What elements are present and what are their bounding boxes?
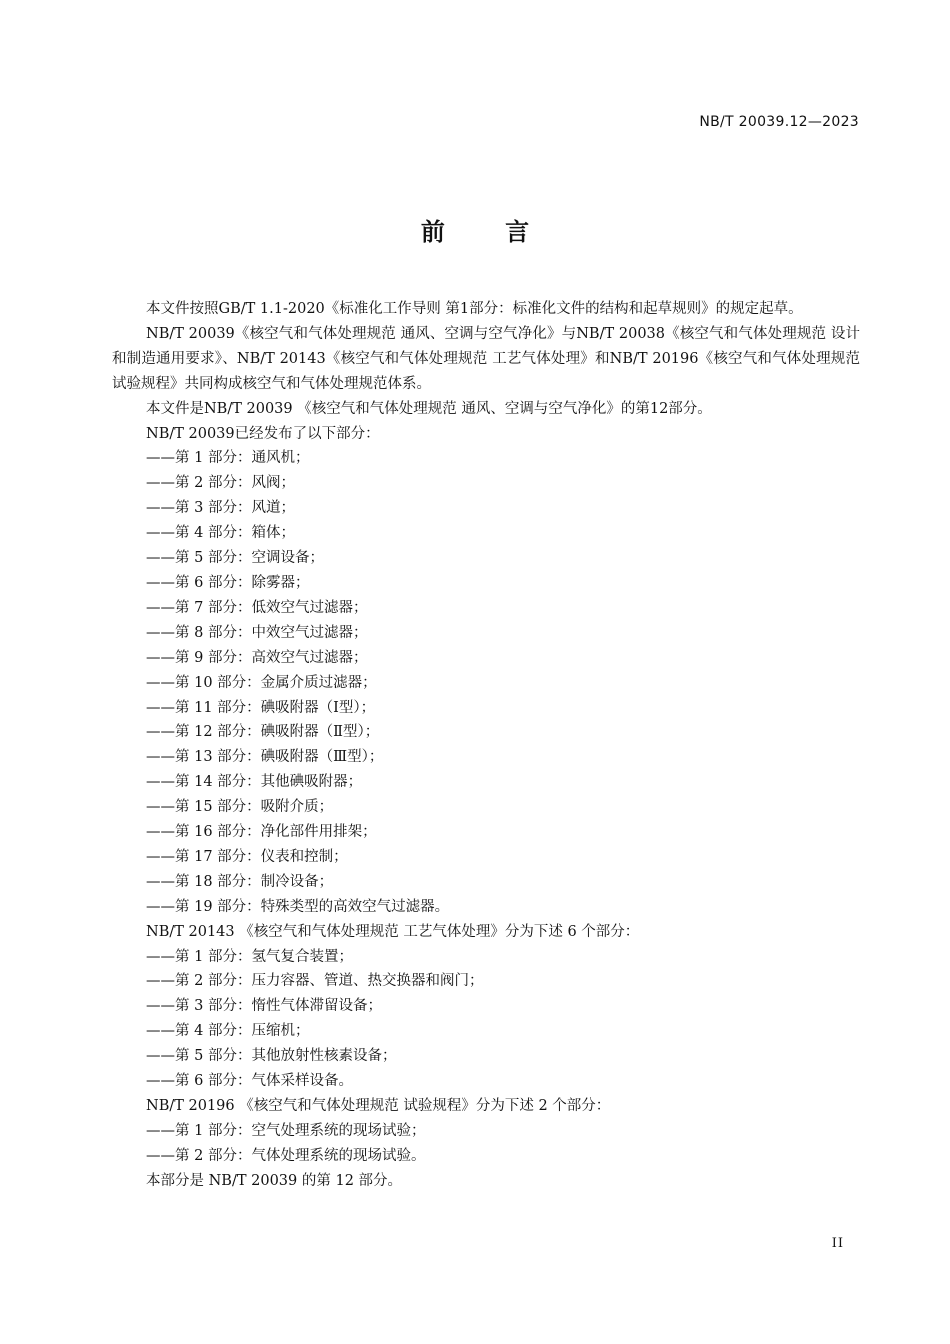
document-body [112, 297, 860, 1194]
list-item: ——第 18 部分：制冷设备； [146, 873, 334, 890]
paragraph: NB/T 20039已经发布了以下部分： [146, 425, 380, 442]
list-item: ——第 9 部分：高效空气过滤器； [146, 649, 368, 666]
list-item: ——第 2 部分：风阀； [146, 475, 295, 492]
list-item: ——第 16 部分：净化部件用排架； [146, 824, 377, 841]
list-item: ——第 19 部分：特殊类型的高效空气过滤器。 [146, 898, 450, 915]
list-item: ——第 1 部分：通风机； [146, 450, 310, 467]
list-item: ——第 13 部分：碘吸附器（Ⅲ型）； [146, 749, 384, 766]
list-item: ——第 4 部分：压缩机； [146, 1023, 310, 1040]
list-item: ——第 1 部分：氢气复合装置； [146, 948, 353, 965]
list-item: ——第 4 部分：箱体； [146, 525, 295, 542]
list-item: ——第 8 部分：中效空气过滤器； [146, 624, 368, 641]
list-item: ——第 12 部分：碘吸附器（Ⅱ型）； [146, 724, 380, 741]
part-list-20039 [112, 446, 860, 919]
list-item: ——第 7 部分：低效空气过滤器； [146, 599, 368, 616]
page-number: II [831, 1236, 844, 1251]
paragraph: NB/T 20039《核空气和气体处理规范 通风、空调与空气净化》与NB/T 20038《核空气和气体处理规范 设计和制造通用要求》、NB/T 20143《核空气和气体处理规范 工艺气体处理》和NB/T 20196《核空气和气体处理规范 试验规程》共同构成核空气和气体处理规范体系。 [112, 325, 860, 392]
list-item: ——第 17 部分：仪表和控制； [146, 848, 348, 865]
list-item: ——第 14 部分：其他碘吸附器； [146, 774, 363, 791]
paragraph: 本文件按照GB/T 1.1-2020《标准化工作导则 第1部分：标准化文件的结构和起草规则》的规定起草。 [146, 301, 803, 317]
list-item: ——第 10 部分：金属介质过滤器； [146, 674, 377, 691]
list-item: ——第 6 部分：除雾器； [146, 574, 310, 591]
paragraph: NB/T 20143 《核空气和气体处理规范 工艺气体处理》分为下述 6 个部分： [146, 923, 640, 940]
list-item: ——第 15 部分：吸附介质； [146, 799, 334, 816]
list-item: ——第 11 部分：碘吸附器（Ⅰ型）； [146, 699, 376, 716]
list-item: ——第 3 部分：风道； [146, 500, 295, 517]
list-item: ——第 3 部分：惰性气体滞留设备； [146, 998, 382, 1015]
part-list-20143 [112, 945, 860, 1094]
part-list-20196 [112, 1119, 860, 1169]
list-item: ——第 5 部分：其他放射性核素设备； [146, 1048, 397, 1065]
list-item: ——第 6 部分：气体采样设备。 [146, 1073, 353, 1090]
paragraph: NB/T 20196 《核空气和气体处理规范 试验规程》分为下述 2 个部分： [146, 1098, 611, 1114]
standard-code: NB/T 20039.12—2023 [699, 114, 859, 130]
paragraph: 本文件是NB/T 20039 《核空气和气体处理规范 通风、空调与空气净化》的第12部分。 [146, 400, 712, 417]
page-title: 前 言 [420, 218, 556, 246]
list-item: ——第 5 部分：空调设备； [146, 550, 324, 567]
list-item: ——第 1 部分：空气处理系统的现场试验； [146, 1122, 426, 1139]
list-item: ——第 2 部分：气体处理系统的现场试验。 [146, 1147, 426, 1164]
list-item: ——第 2 部分：压力容器、管道、热交换器和阀门； [146, 973, 484, 990]
paragraph: 本部分是 NB/T 20039 的第 12 部分。 [146, 1172, 403, 1189]
